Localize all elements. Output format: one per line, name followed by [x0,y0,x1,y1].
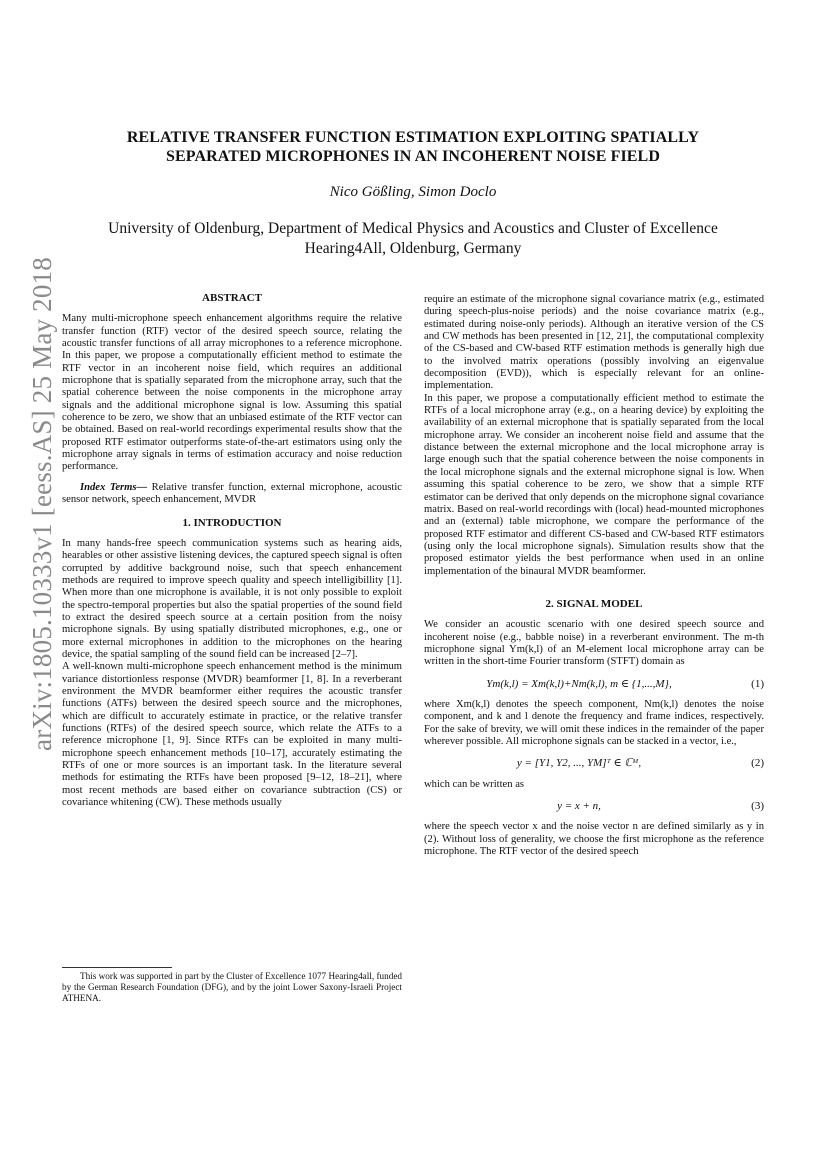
equation-1 [424,678,764,690]
signal-model-paragraph-3: which can be written as [424,778,525,790]
affiliation: University of Oldenburg, Department of Medical Physics and Acoustics and Cluster of Excellence Hearing4All, Oldenburg, Germany [108,220,718,257]
signal-model-paragraph-2: where Xm(k,l) denotes the speech component, Nm(k,l) denotes the noise component, and k and l denote the frequency and frame indices, respectively. For the sake of brevity, we will omit these indices in the remainder of the paper wherever possible. All microphone signals can be stacked in a vector, i.e., [424,698,764,747]
footnote: This work was supported in part by the Cluster of Excellence 1077 Hearing4all, funded by the German Research Foundation (DFG), and by the joint Lower Saxony-Israeli Project ATHENA. [62,971,402,1004]
footnote-divider [62,967,172,968]
signal-model-heading: 2. SIGNAL MODEL [545,597,643,610]
intro-paragraph-2: A well-known multi-microphone speech enhancement method is the minimum variance distortionless response (MVDR) beamformer [1, 8]. In a reverberant environment the MVDR beamformer either requires the acoustic transfer functions (ATFs) between the desired speech source and the microphones, which are difficult to accurately estimate in practice, or the relative transfer functions (RTFs) of the desired speech source, which relate the ATFs to a reference microphone [1, 9]. Since RTFs can be exploited in many multi-microphone speech enhancement methods [10–17], accurately estimating the RTFs of one or more sources is an important task. In the literature several methods for estimating the RTFs have been proposed [9–12, 18–21], where most recent methods are based either on covariance subtraction (CS) or covariance whitening (CW). These methods usually [62,661,402,809]
index-terms-label: Index Terms— [80,481,148,493]
arxiv-stamp: arXiv:1805.10333v1 [eess.AS] 25 May 2018 [27,257,57,751]
intro-paragraph-1: In many hands-free speech communication systems such as hearing aids, hearables or other assistive listening devices, the captured speech signal is often corrupted by additive background noise, such that speech enhancement methods are required to improve speech quality and speech intelligibillity [1]. When more than one microphone is available, it is not only possible to exploit the spectro-temporal properties but also the spatial properties of the sound field to extract the desired speech source at a certain position from the noisy microphone signals. By using spatially distributed microphones, e.g., one or more external microphones in addition to the microphones on the hearing device, the spatial sampling of the sound field can be increased [2–7]. [62,537,402,660]
index-terms [62,482,402,507]
intro-heading: 1. INTRODUCTION [182,516,282,529]
abstract-heading: ABSTRACT [202,292,262,304]
equation-1-body: Ym(k,l) = Xm(k,l)+Nm(k,l), m ∈ {1,...,M}, [486,677,672,690]
equation-1-number: (1) [751,677,764,690]
signal-model-paragraph-1: We consider an acoustic scenario with one desired speech source and incoherent noise (e.g., babble noise) in a reverberant environment. The m-th microphone signal Ym(k,l) of an M-element local microphone array can be written in the short-time Fourier transform (STFT) domain as [424,619,764,668]
left-column [62,292,402,809]
intro-paragraph-3: require an estimate of the microphone signal covariance matrix (e.g., estimated during speech-plus-noise periods) and the noise covariance matrix (e.g., estimated during noise-only periods). Although an iterative version of the CS and CW methods has been presented in [12, 21], the computational complexity of the CS-based and CW-based RTF estimation methods is generally high due to the involved matrix operations (possibly involving an eigenvalue decomposition (EVD)), which is especially relevant for an online-implementation. [424,294,764,392]
equation-3-body: y = x + n, [557,800,601,813]
equation-3 [424,800,764,812]
intro-paragraph-4: In this paper, we propose a computationally efficient method to estimate the RTFs of a local microphone array (e.g., on a hearing device) by exploiting the availability of an external microphone that is spatially separated from the local microphone array. We consider an incoherent noise field and assume that the distance between the external microphone and the local microphone array is large enough such that the spatial coherence between the noise components in the local microphone signals and the external microphone signal is low. When assuming this spatial coherence to be zero, we show that a simple RTF estimator can be derived that only depends on the microphone signal covariance matrix. Based on real-world recordings with (local) head-mounted microphones and an (external) table microphone, we compare the performance of the proposed RTF estimator and different CS-based and CW-based RTF estimators (using only the local microphone signals). Simulation results show that the proposed estimator yields the best performance when used in an online implementation of the binaural MVDR beamformer. [424,392,764,577]
equation-2-body: y = [Y1, Y2, ..., YM]ᵀ ∈ ℂᴹ, [516,757,642,770]
right-column [424,294,764,858]
signal-model-paragraph-4: where the speech vector x and the noise vector n are defined similarly as y in (2). Without loss of generality, we choose the first microphone as the reference microphone. The RTF vector of the desired speech [424,821,764,858]
abstract-text: Many multi-microphone speech enhancement algorithms require the relative transfer function (RTF) vector of the desired speech source, relating the acoustic transfer functions of all array microphones to a reference microphone. In this paper, we propose a computationally efficient method to estimate the RTF vector in an incoherent noise field, which requires an additional microphone that is spatially separated from the microphone array, such that the spatial coherence between the noise components in the microphone array signals and the additional microphone signal is low. Assuming this spatial coherence to be zero, we show that an unbiased estimate of the RTF vector can be obtained. Based on real-world recordings experimental results show that the proposed RTF estimator outperforms state-of-the-art estimators using only the microphone array signals in terms of estimation accuracy and noise reduction performance. [62,313,402,473]
index-terms-text: Relative transfer function, external microphone, acoustic sensor network, speech enhancement, MVDR [62,481,402,506]
equation-3-number: (3) [751,800,764,813]
authors: Nico Gößling, Simon Doclo [329,184,497,200]
equation-2 [424,757,764,769]
paper-title: RELATIVE TRANSFER FUNCTION ESTIMATION EXPLOITING SPATIALLY SEPARATED MICROPHONES IN AN INCOHERENT NOISE FIELD [126,129,700,165]
equation-2-number: (2) [751,757,764,770]
